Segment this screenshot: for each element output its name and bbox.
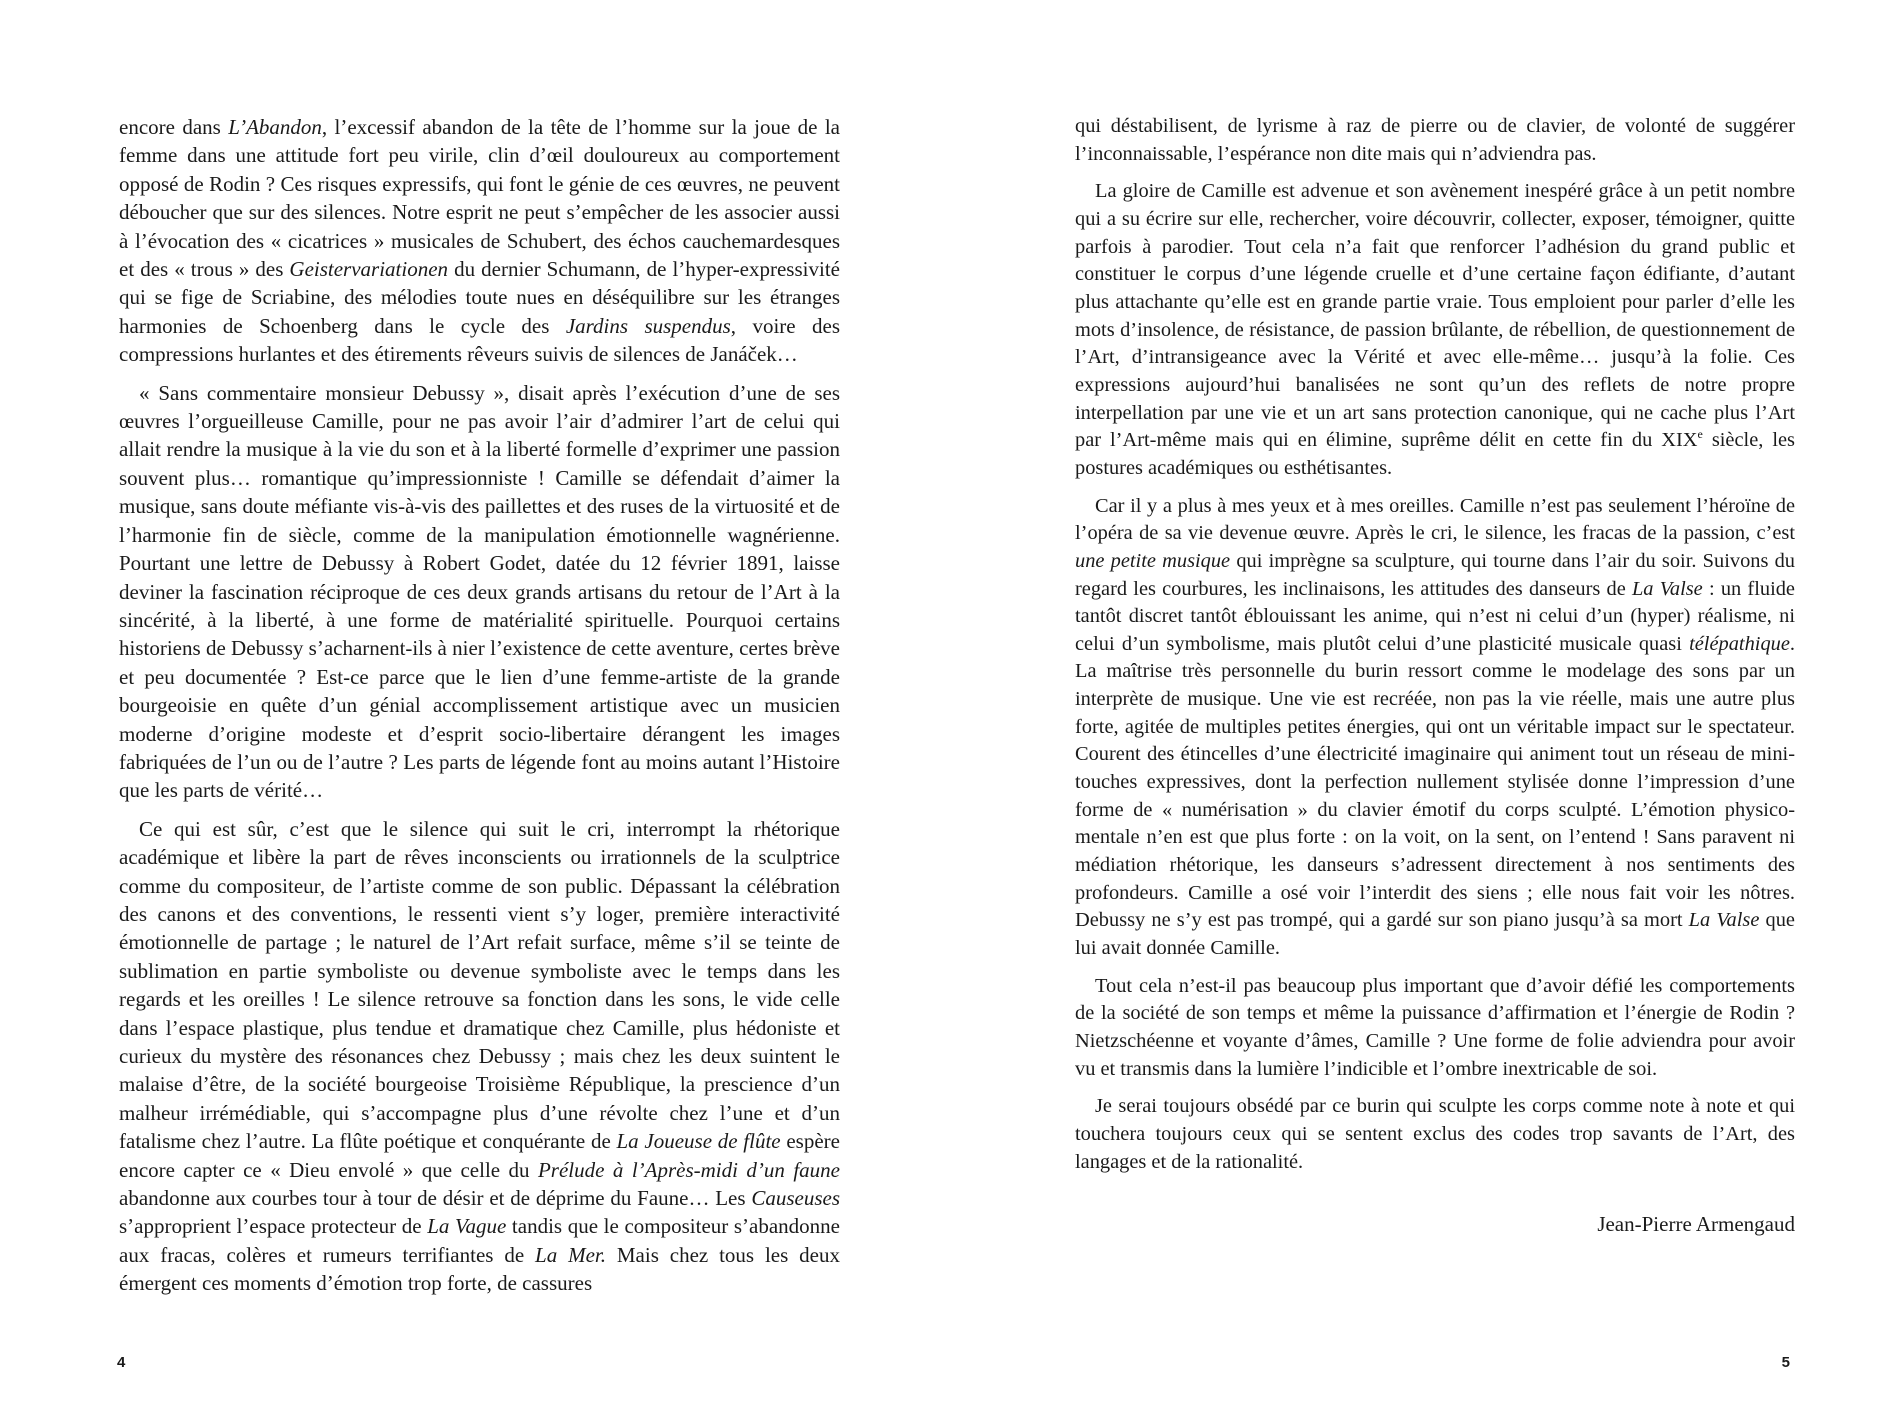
italic-title-text: La Valse — [1688, 909, 1760, 932]
text-run: La gloire de Camille est advenue et son avènement inespéré grâce à un petit nombre qui a su écrire sur elle, rechercher, voire découvrir, collecter, exposer, témoigner, quitte parfois à parodier. Tout cela n’a fait que renforcer l’adhésion du grand public et constituer le corpus d’une légende cruelle et d’une certaine façon édifiante, d’autant plus attachante qu’elle est en grande partie vraie. Tous emploient pour parler d’elle les mots d’insolence, de résistance, de passion brûlante, de rébellion, de questionnement de l’Art, d’intransigeance avec la Vérité et avec elle-même… jusqu’à la folie. Ces expressions aujourd’hui banalisées ne sont qu’un des reflets de notre propre interpellation par une vie et un art sans protection canonique, qui ne cache plus l’Art par l’Art-même mais qui en élimine, suprême délit en cette fin du XIX — [1075, 180, 1795, 452]
author-signature: Jean-Pierre Armengaud — [1597, 1212, 1795, 1236]
text-run: espère encore capter ce « Dieu envolé » que celle du — [119, 1129, 840, 1182]
italic-title-text: La Mer. — [535, 1242, 606, 1267]
italic-title-text: Prélude à l’Après-midi d’un faune — [537, 1157, 840, 1182]
italic-title-text: Jardins suspendus — [565, 313, 731, 338]
italic-title-text: La Valse — [1631, 577, 1703, 600]
left-page-body — [119, 113, 840, 1308]
paragraph — [119, 113, 840, 369]
text-run: Car il y a plus à mes yeux et à mes oreilles. Camille n’est pas seulement l’héroïne de l’opéra de sa vie devenue œuvre. Après le cri, le silence, les fracas de la passion, c’est — [1075, 494, 1795, 545]
right-page-body — [1075, 113, 1795, 1186]
paragraph — [1075, 493, 1795, 963]
italic-title-text: Causeuses — [751, 1186, 840, 1211]
text-run: qui déstabilisent, de lyrisme à raz de pierre ou de clavier, de volonté de suggérer l’inconnaissable, l’espérance non dite mais qui n’adviendra pas. — [1075, 115, 1795, 165]
text-run: Mais chez tous les deux émergent ces moments d’émotion trop forte, de cassures — [119, 1242, 840, 1296]
italic-title-text: L’Abandon — [228, 115, 322, 139]
text-run: Ce qui est sûr, c’est que le silence qui suit le cri, interrompt la rhétorique académique et libère la part de rêves inconscients ou irrationnels de la sculptrice comme du compositeur, de l’artiste comme de son public. Dépassant la célébration des canons et des conventions, le ressenti vient s’y loger, première interactivité émotionnelle de partage ; le naturel de l’Art refait surface, même s’il se teinte de sublimation en partie symboliste ou devenue symboliste avec le temps dans les regards et les oreilles ! Le silence retrouve sa fonction dans les sons, le vide celle dans l’espace plastique, plus tendue et dramatique chez Camille, plus hédoniste et curieux du mystère des résonances chez Debussy ; mais chez les deux suintent le malaise d’être, de la société bourgeoise Troisième République, la prescience d’un malheur irrémédiable, qui s’accompagne plus d’une révolte chez l’une et d’un fatalisme chez l’autre. La flûte poétique et conquérante de — [119, 816, 840, 1154]
text-run: encore dans — [119, 115, 229, 139]
text-run: s’approprient l’espace protecteur de — [119, 1214, 428, 1239]
text-run: « Sans commentaire monsieur Debussy », disait après l’exécution d’une de ses œuvres l’orgueilleuse Camille, pour ne pas avoir l’air d’admirer l’art de celui qui allait rendre la musique à la vie du son et à la liberté formelle d’exprimer une passion souvent plus… romantique qu’impressionniste ! Camille se défendait d’aimer la musique, sans doute méfiante vis-à-vis des paillettes et des ruses de la virtuosité et de l’harmonie fin de siècle, comme de la manipulation émotionnelle wagnérienne. Pourtant une lettre de Debussy à Robert Godet, datée du 12 février 1891, laisse deviner la fascination réciproque de ces deux grands artisans du retour de l’Art à la sincérité, à la liberté, à une forme de matérialité spirituelle. Pourquoi certains historiens de Debussy s’acharnent-ils à nier l’existence de cette aventure, certes brève et peu documentée ? Est-ce parce que le lien d’une femme-artiste de la grande bourgeoisie en quête d’un génial accomplissement artistique avec un musicien moderne d’origine modeste et d’esprit socio-libertaire dérangent les images fabriquées de l’un ou de l’autre ? Les parts de légende font au moins autant l’Histoire que les parts de vérité… — [119, 380, 840, 803]
paragraph — [1075, 178, 1795, 482]
italic-title-text: Geistervariationen — [289, 257, 449, 282]
paragraph — [119, 379, 840, 805]
italic-title-text: La Joueuse de flûte — [616, 1129, 781, 1154]
text-run: qui imprègne sa sculpture, qui tourne dans l’air du soir. Suivons du regard les courbures, les inclinaisons, les attitudes des danseurs de — [1075, 549, 1795, 600]
text-run: Je serai toujours obsédé par ce burin qui sculpte les corps comme note à note et qui touchera toujours ceux qui se sentent exclus des codes trop savants de l’Art, des langages et de la rationalité. — [1075, 1095, 1795, 1173]
right-page — [945, 0, 1890, 1418]
text-run: : un fluide tantôt discret tantôt éblouissant les anime, qui n’est ni celui d’un (hyper) réalisme, ni celui d’un symbolisme, mais plutôt celui d’une plasticité musicale quasi — [1075, 577, 1795, 655]
paragraph — [1075, 973, 1795, 1084]
paragraph — [1075, 1093, 1795, 1176]
page-number: 5 — [1781, 1354, 1790, 1371]
text-run: Tout cela n’est-il pas beaucoup plus important que d’avoir défié les comportements de la société de son temps et même la puissance d’affirmation et l’énergie de Rodin ? Nietzschéenne et voyante d’âmes, Camille ? Une forme de folie adviendra pour avoir vu et transmis dans la lumière l’indicible et l’ombre inextricable de soi. — [1075, 974, 1795, 1080]
paragraph — [1075, 113, 1795, 168]
italic-title-text: télépathique — [1689, 632, 1790, 655]
text-run: tandis que le compositeur s’abandonne aux fracas, colères et rumeurs terrifiantes de — [119, 1214, 841, 1267]
text-run: abandonne aux courbes tour à tour de désir et de déprime du Faune… Les — [119, 1186, 752, 1211]
paragraph — [119, 815, 840, 1298]
text-run: que lui avait donnée Camille. — [1075, 909, 1795, 960]
italic-title-text: La Vague — [427, 1214, 507, 1239]
superscript-text: e — [1697, 427, 1703, 442]
text-run: du dernier Schumann, de l’hyper-expressivité qui se fige de Scriabine, des mélodies toute nues en déséquilibre sur les étranges harmonies de Schoenberg dans le cycle des — [119, 257, 840, 338]
text-run: , l’excessif abandon de la tête de l’homme sur la joue de la femme dans une attitude fort peu virile, clin d’œil douloureux au comportement opposé de Rodin ? Ces risques expressifs, qui font le génie de ces œuvres, ne peuvent déboucher que sur des silences. Notre esprit ne peut s’empêcher de les associer aussi à l’évocation des « cicatrices » musicales de Schubert, des échos cauchemardesques et des « trous » des — [119, 115, 841, 282]
italic-title-text: une petite musique — [1075, 549, 1231, 572]
text-run: siècle, les postures académiques ou esthétisantes. — [1075, 429, 1795, 479]
text-run: , voire des compressions hurlantes et des étirements rêveurs suivis de silences de Janáček… — [119, 313, 840, 367]
text-run: . La maîtrise très personnelle du burin ressort comme le modelage des sons par un interprète de musique. Une vie est recréée, non pas la vie réelle, mais une autre plus forte, agitée de multiples petites énergies, qui ont un véritable impact sur le spectateur. Courent des étincelles d’une électricité imaginaire qui animent tout un réseau de mini-touches expressives, dont la perfection nullement stylisée donne l’impression d’une forme de « numérisation » du clavier émotif du corps sculpté. L’émotion physico-mentale n’en est que plus forte : on la voit, on la sent, on l’entend ! Sans paravent ni médiation rhétorique, les danseurs s’adressent directement à nos sentiments des profondeurs. Camille a osé voir l’interdit des siens ; elle nous fait voir les nôtres. Debussy ne s’y est pas trompé, qui a gardé sur son piano jusqu’à sa mort — [1075, 632, 1795, 932]
page-number: 4 — [117, 1354, 126, 1371]
